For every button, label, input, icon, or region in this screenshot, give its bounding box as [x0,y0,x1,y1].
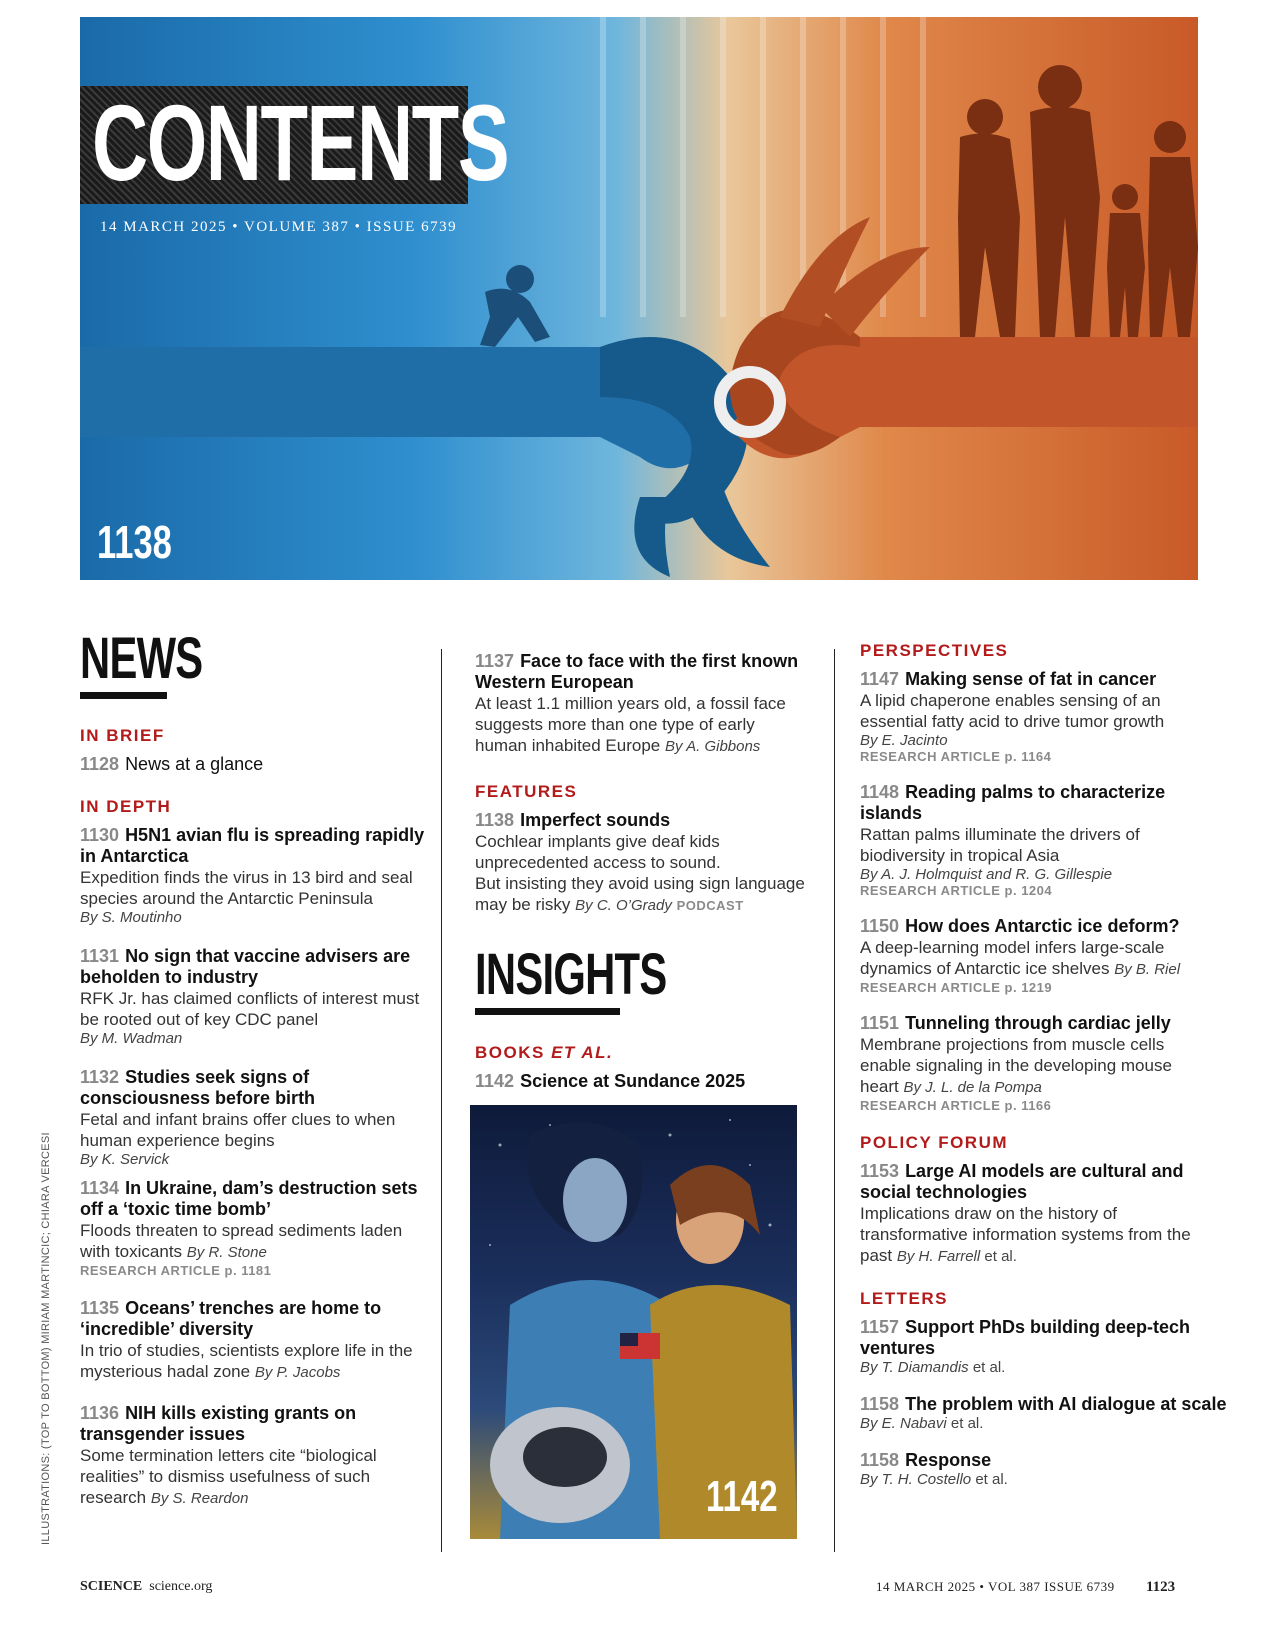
byline: By C. O’Grady [575,897,672,914]
toc-item[interactable] [860,1317,1200,1376]
in-brief-label: IN BRIEF [80,726,165,745]
headline: No sign that vaccine advisers are beholden to industry [80,946,411,987]
issue-line: 14 MARCH 2025 • VOLUME 387 • ISSUE 6739 [100,219,458,235]
byline: By J. L. de la Pompa [903,1079,1042,1096]
page-number: 1135 [80,1298,120,1318]
column-divider-left [441,649,442,1552]
page-number: 1157 [860,1317,900,1337]
byline: By T. H. Costello [860,1471,972,1488]
toc-item[interactable] [860,1450,1200,1488]
headline: Tunneling through cardiac jelly [905,1013,1171,1033]
byline: By S. Moutinho [80,909,182,926]
footer-left [80,1579,212,1595]
toc-item[interactable] [475,651,805,757]
footer-brand: SCIENCE [80,1579,143,1594]
news-section-title: NEWS [80,626,203,691]
headline: In Ukraine, dam’s destruction sets off a ‘toxic time bomb’ [80,1178,418,1219]
insight-page-number: 1142 [706,1472,778,1521]
policy-forum-label: POLICY FORUM [860,1133,1009,1152]
page-number: 1153 [860,1161,900,1181]
toc-item[interactable] [80,1403,425,1509]
middle-column [475,651,805,1092]
perspectives-label: PERSPECTIVES [860,641,1009,660]
page-number: 1148 [860,782,900,802]
research-article-link[interactable]: RESEARCH ARTICLE p. 1164 [860,749,1052,764]
byline: By E. Jacinto [860,732,948,749]
page-number: 1150 [860,916,900,936]
headline: How does Antarctic ice deform? [905,916,1180,936]
page-number: 1130 [80,825,120,845]
et-al: et al. [950,1415,984,1432]
page-number: 1132 [80,1067,120,1087]
page-number: 1131 [80,946,120,966]
description: Expedition finds the virus in 13 bird and seal species around the Antarctic Peninsula [80,868,413,908]
toc-item[interactable] [80,1178,425,1278]
toc-item[interactable] [860,1394,1227,1432]
headline: Large AI models are cultural and social technologies [860,1161,1184,1202]
page-number: 1136 [80,1403,120,1423]
headline: H5N1 avian flu is spreading rapidly in Antarctica [80,825,425,866]
headline: Face to face with the first known Western European [475,651,799,692]
footer-issue: 14 MARCH 2025 • VOL 387 ISSUE 6739 [876,1579,1115,1594]
research-article-link[interactable]: RESEARCH ARTICLE p. 1219 [860,980,1053,995]
podcast-tag[interactable]: PODCAST [676,898,744,913]
description: Some termination letters cite “biological realities” to dismiss usefulness of such research [80,1446,377,1507]
byline: By A. J. Holmquist and R. G. Gillespie [860,866,1113,883]
headline: NIH kills existing grants on transgender issues [80,1403,357,1444]
byline: By A. Gibbons [664,738,761,755]
page-number: 1128 [80,754,120,774]
news-column [80,626,425,1509]
page-number: 1142 [475,1071,515,1091]
toc-item[interactable] [80,825,425,926]
byline: By E. Nabavi [860,1415,947,1432]
toc-item[interactable] [80,1298,425,1383]
toc-item[interactable] [860,916,1200,995]
books-label-a: BOOKS [475,1043,545,1062]
description: Floods threaten to spread sediments laden with toxicants [80,1221,403,1261]
headline: Response [905,1450,992,1470]
page-number: 1138 [475,810,515,830]
footer-site[interactable]: science.org [149,1579,213,1594]
headline: Studies seek signs of consciousness before birth [80,1067,316,1108]
description: But insisting they avoid using sign language may be risky [475,874,805,914]
toc-item[interactable] [860,669,1200,764]
et-al: et al. [975,1471,1008,1488]
headline: News at a glance [125,754,264,774]
hero-page-number: 1138 [97,516,172,568]
toc-item[interactable] [80,754,425,775]
insights-section-title: INSIGHTS [475,942,667,1007]
research-article-link[interactable]: RESEARCH ARTICLE p. 1166 [860,1098,1052,1113]
books-label-b: ET AL. [551,1043,614,1062]
features-label: FEATURES [475,782,578,801]
illustration-credit: ILLUSTRATIONS: (TOP TO BOTTOM) MIRIAM MARTINCIC; CHIARA VERCESI [40,1132,52,1545]
et-al: et al. [984,1248,1017,1265]
page-number: 1158 [860,1450,900,1470]
page-number: 1134 [80,1178,120,1198]
description: Fetal and infant brains offer clues to when human experience begins [80,1110,396,1150]
family-silhouette [958,65,1198,337]
letters-label: LETTERS [860,1289,948,1308]
headline: Reading palms to characterize islands [860,782,1166,823]
byline: By S. Reardon [150,1490,249,1507]
page-number: 1147 [860,669,900,689]
page-number: 1137 [475,651,515,671]
books-label [475,1043,805,1063]
description: In trio of studies, scientists explore life in the mysterious hadal zone [80,1341,413,1381]
headline: Imperfect sounds [520,810,671,830]
description: Cochlear implants give deaf kids unprecedented access to sound. [475,832,721,872]
research-article-link[interactable]: RESEARCH ARTICLE p. 1181 [80,1263,272,1278]
byline: By R. Stone [186,1244,267,1261]
page-title: CONTENTS [92,82,509,203]
description: A deep-learning model infers large-scale dynamics of Antarctic ice shelves [860,938,1165,978]
headline: Science at Sundance 2025 [520,1071,746,1091]
description: Rattan palms illuminate the drivers of biodiversity in tropical Asia [860,825,1140,865]
headline: Making sense of fat in cancer [905,669,1157,689]
news-title-rule [80,692,167,699]
description: A lipid chaperone enables sensing of an essential fatty acid to drive tumor growth [860,691,1165,731]
byline: By P. Jacobs [254,1364,341,1381]
byline: By T. Diamandis [860,1359,969,1376]
in-depth-label: IN DEPTH [80,797,172,816]
page-number: 1151 [860,1013,900,1033]
description: RFK Jr. has claimed conflicts of interest must be rooted out of key CDC panel [80,989,420,1029]
toc-item[interactable] [475,1071,805,1092]
et-al: et al. [972,1359,1006,1376]
column-divider-right [834,649,835,1552]
perspectives-column [860,641,1227,1488]
baby-silhouette [480,265,550,347]
toc-item[interactable] [860,1013,1200,1113]
toc-item[interactable] [475,810,805,916]
footer-page-number: 1123 [1146,1579,1176,1595]
description: Membrane projections from muscle cells enable signaling in the developing mouse heart [860,1035,1172,1096]
description: At least 1.1 million years old, a fossil face suggests more than one type of early human inhabited Europe [475,694,786,755]
toc-item[interactable] [860,1161,1200,1267]
insights-title-rule [475,1008,620,1015]
byline: By H. Farrell [896,1248,981,1265]
research-article-link[interactable]: RESEARCH ARTICLE p. 1204 [860,883,1053,898]
byline: By M. Wadman [80,1030,183,1047]
description: Implications draw on the history of transformative information systems from the past [860,1204,1191,1265]
headline: Oceans’ trenches are home to ‘incredible’ diversity [80,1298,382,1339]
toc-item[interactable] [80,946,425,1047]
byline: By B. Riel [1114,961,1181,978]
page-number: 1158 [860,1394,900,1414]
toc-item[interactable] [860,782,1200,898]
headline: Support PhDs building deep-tech ventures [860,1317,1191,1358]
byline: By K. Servick [80,1151,170,1168]
headline: The problem with AI dialogue at scale [905,1394,1227,1414]
toc-item[interactable] [80,1067,425,1168]
